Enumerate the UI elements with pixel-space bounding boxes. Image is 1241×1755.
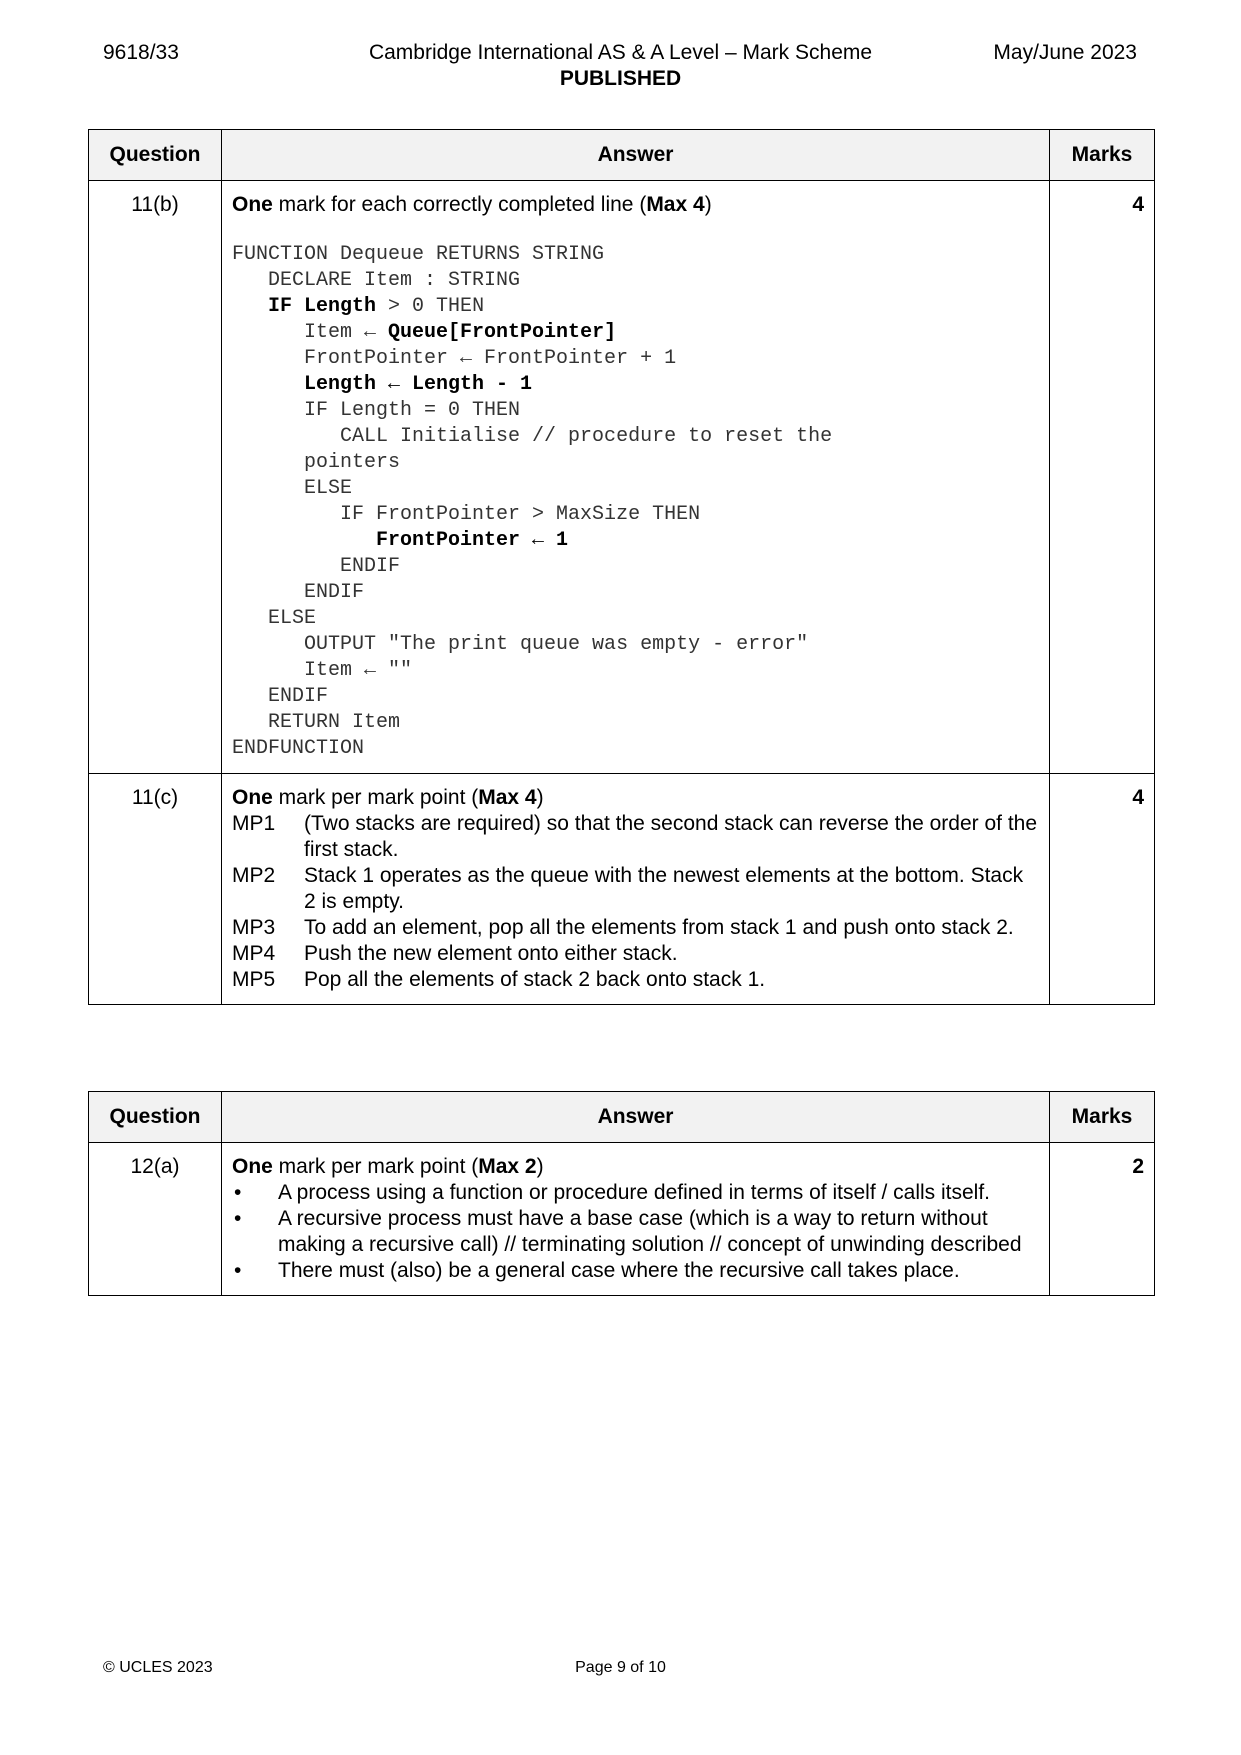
pseudocode-block — [232, 242, 1039, 762]
marks-value: 4 — [1050, 774, 1155, 1005]
answer-intro: One mark per mark point (Max 2) — [232, 1155, 544, 1178]
table-row-11c — [89, 774, 1155, 1005]
published-label: PUBLISHED — [559, 67, 682, 90]
code-line: DECLARE Item : STRING — [232, 269, 521, 292]
mark-point-label: MP5 — [232, 968, 276, 991]
mark-point-label: MP3 — [232, 916, 276, 939]
column-header-answer: Answer — [222, 130, 1050, 181]
column-header-question: Question — [89, 130, 222, 181]
answer-cell — [222, 1143, 1050, 1296]
code-line: ENDFUNCTION — [232, 737, 365, 760]
question-number: 11(c) — [89, 774, 222, 1005]
mark-point — [232, 941, 1039, 967]
bullet-icon: • — [234, 1207, 242, 1230]
code-line: Item ← "" — [232, 659, 413, 682]
column-header-marks: Marks — [1050, 1092, 1155, 1143]
code-line: IF Length = 0 THEN — [232, 399, 521, 422]
mark-point — [232, 915, 1039, 941]
mark-point-text: Pop all the elements of stack 2 back onto stack 1. — [304, 968, 766, 991]
column-header-question: Question — [89, 1092, 222, 1143]
table-header-row — [89, 1092, 1155, 1143]
code-line: Length ← Length - 1 — [232, 373, 533, 396]
answer-cell — [222, 181, 1050, 774]
code-line: FrontPointer ← FrontPointer + 1 — [232, 347, 677, 370]
bullet-text: A process using a function or procedure defined in terms of itself / calls itself. — [278, 1181, 991, 1204]
document-title: Cambridge International AS & A Level – Mark Scheme — [368, 41, 873, 64]
page-number: Page 9 of 10 — [575, 1659, 666, 1676]
question-number: 12(a) — [89, 1143, 222, 1296]
code-line: ELSE — [232, 607, 317, 630]
code-line: ENDIF — [232, 685, 329, 708]
mark-point-text: (Two stacks are required) so that the second stack can reverse the order of the first stack. — [304, 812, 1038, 861]
mark-point-text: Stack 1 operates as the queue with the newest elements at the bottom. Stack 2 is empty. — [304, 864, 1024, 913]
code-line: IF Length > 0 THEN — [232, 294, 1039, 320]
mark-point — [232, 967, 1039, 993]
mark-point-text: Push the new element onto either stack. — [304, 942, 678, 965]
mark-point — [232, 863, 1039, 915]
question-number: 11(b) — [89, 181, 222, 774]
table-row-12a — [89, 1143, 1155, 1296]
code-line: OUTPUT "The print queue was empty - error" — [232, 633, 809, 656]
code-line: Item ← Queue[FrontPointer] — [232, 321, 617, 344]
code-line: CALL Initialise // procedure to reset the — [232, 425, 833, 448]
bullet-icon: • — [234, 1259, 242, 1282]
column-header-answer: Answer — [222, 1092, 1050, 1143]
answer-cell — [222, 774, 1050, 1005]
mark-point-text: To add an element, pop all the elements from stack 1 and push onto stack 2. — [304, 916, 1014, 939]
mark-point — [232, 811, 1039, 863]
code-line: ELSE — [232, 477, 353, 500]
answer-intro: One mark per mark point (Max 4) — [232, 786, 544, 809]
table-row-11b — [89, 181, 1155, 774]
mark-point-label: MP4 — [232, 942, 276, 965]
exam-session: May/June 2023 — [993, 41, 1137, 64]
code-line: FUNCTION Dequeue RETURNS STRING — [232, 243, 605, 266]
marks-value: 2 — [1050, 1143, 1155, 1296]
table-header-row — [89, 130, 1155, 181]
code-line: pointers — [232, 451, 401, 474]
code-line: ENDIF — [232, 581, 365, 604]
mark-point-label: MP2 — [232, 864, 276, 887]
paper-code: 9618/33 — [103, 41, 179, 64]
bullet-text: There must (also) be a general case where the recursive call takes place. — [278, 1259, 960, 1282]
mark-scheme-table-2 — [88, 1091, 1155, 1296]
bullet-item — [232, 1206, 1039, 1258]
code-line: IF FrontPointer > MaxSize THEN — [232, 503, 701, 526]
bullet-item — [232, 1258, 1039, 1284]
mark-scheme-table-1 — [88, 129, 1155, 1005]
bullet-item — [232, 1180, 1039, 1206]
column-header-marks: Marks — [1050, 130, 1155, 181]
marks-value: 4 — [1050, 181, 1155, 774]
code-line: ENDIF — [232, 555, 401, 578]
bullet-text: A recursive process must have a base case (which is a way to return without making a recursive call) // terminating solution // concept of unwinding described — [278, 1207, 1022, 1256]
copyright-notice: © UCLES 2023 — [103, 1659, 213, 1676]
code-line: FrontPointer ← 1 — [232, 529, 569, 552]
code-line: RETURN Item — [232, 711, 401, 734]
answer-intro: One mark for each correctly completed line (Max 4) — [232, 193, 712, 216]
code-indent — [232, 295, 268, 318]
mark-point-label: MP1 — [232, 812, 276, 835]
bullet-icon: • — [234, 1181, 242, 1204]
